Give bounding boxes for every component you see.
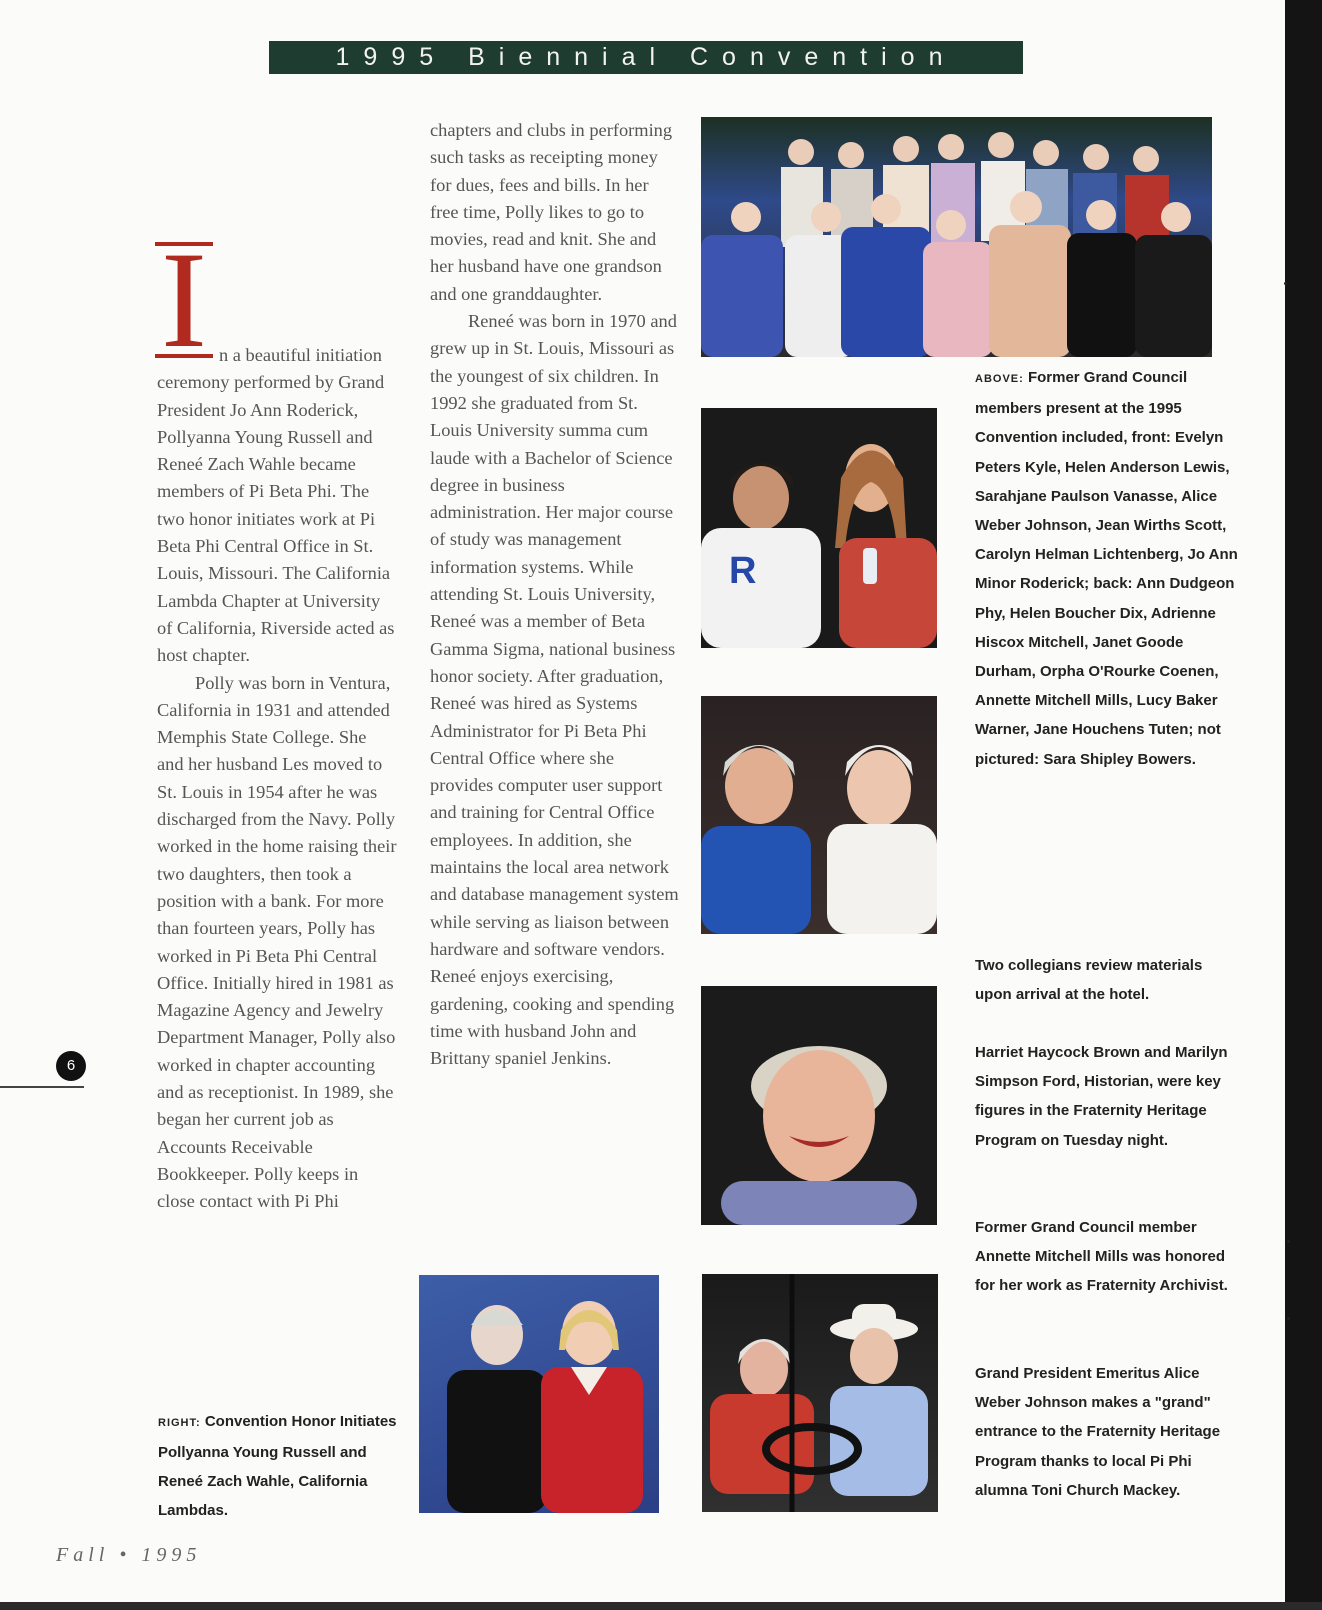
drop-cap: I xyxy=(155,242,213,358)
section-banner: 1995 Biennial Convention xyxy=(269,41,1023,74)
caption-label: ABOVE: xyxy=(975,373,1024,385)
photo-annette-image xyxy=(701,986,937,1225)
caption-annette: Former Grand Council member Annette Mitchell Mills was honored for her work as Fraternity Archivist. xyxy=(975,1219,1228,1295)
article-column-2 xyxy=(430,117,680,1072)
photo-grand-council-group xyxy=(701,117,1212,357)
article-column-1 xyxy=(157,117,397,1216)
scan-speck xyxy=(1287,1240,1290,1243)
caption-grand-council xyxy=(975,363,1240,774)
caption-alice: Grand President Emeritus Alice Weber Johnson makes a "grand" entrance to the Fraternity Heritage Program thanks to local Pi Phi alumna Toni Church Mackey. xyxy=(975,1365,1221,1499)
photo-alice-image xyxy=(702,1274,938,1512)
scan-edge xyxy=(1285,0,1322,1610)
photo-collegians xyxy=(701,408,937,648)
scan-speck xyxy=(1287,1317,1290,1320)
article-paragraph: n a beautiful initiation ceremony performed by Grand President Jo Ann Roderick, Pollyanna Young Russell and Reneé Zach Wahle became members of Pi Beta Phi. The two honor initiates work at Pi Beta Phi Central Office in St. Louis, Missouri. The California Lambda Chapter at University of California, Riverside acted as host chapter. xyxy=(157,345,395,666)
scan-edge-bottom xyxy=(0,1602,1322,1610)
photo-collegians-image xyxy=(701,408,937,648)
issue-footer: Fall • 1995 xyxy=(56,1544,202,1566)
photo-honor-initiates xyxy=(419,1275,659,1513)
svg-text:R: R xyxy=(729,550,757,592)
photo-annette-mills xyxy=(701,986,937,1225)
scan-speck xyxy=(1284,282,1287,285)
article-paragraph: Polly was born in Ventura, California in 1931 and attended Memphis State College. She and her husband Les moved to St. Louis in 1954 after he was discharged from the Navy. Polly worked in the home raising their two daughters, then took a position with a bank. For more than fourteen years, Polly has worked in Pi Beta Phi Central Office. Initially hired in 1981 as Magazine Agency and Jewelry Department Manager, Polly also worked in chapter accounting and as receptionist. In 1989, she began her current job as Accounts Receivable Bookkeeper. Polly keeps in close contact with Pi Phi xyxy=(157,672,397,1212)
photo-alice-entrance xyxy=(702,1274,938,1512)
caption-text: Former Grand Council members present at the 1995 Convention included, front: Evelyn Peters Kyle, Helen Anderson Lewis, Sarahjane Paulson Vanasse, Alice Weber Johnson, Jean Wirths Scott, Carolyn Helman Lichtenberg, Jo Ann Minor Roderick; back: Ann Dudgeon Phy, Helen Boucher Dix, Adrienne Hiscox Mitchell, Janet Goode Durham, Orpha O'Rourke Coenen, Annette Mitchell Mills, Lucy Baker Warner, Jane Houchens Tuten; not pictured: Sara Shipley Bowers. xyxy=(975,369,1238,768)
caption-label: RIGHT: xyxy=(158,1417,201,1429)
caption-honor-initiates xyxy=(158,1407,398,1525)
photo-harriet-marilyn xyxy=(701,696,937,934)
page-number-rule xyxy=(0,1086,84,1088)
page-number: 6 xyxy=(56,1051,86,1081)
photo-grand-council-image xyxy=(701,117,1212,357)
caption-text: Convention Honor Initiates Pollyanna Young Russell and Reneé Zach Wahle, California Lambdas. xyxy=(158,1413,397,1519)
article-paragraph: chapters and clubs in performing such tasks as receipting money for dues, fees and bills. In her free time, Polly likes to go to movies, read and knit. She and her husband have one grandson and one granddaughter. xyxy=(430,120,673,304)
caption-harriet-marilyn: Harriet Haycock Brown and Marilyn Simpson Ford, Historian, were key figures in the Fraternity Heritage Program on Tuesday night. xyxy=(975,1044,1228,1149)
caption-collegians: Two collegians review materials upon arrival at the hotel. xyxy=(975,957,1203,1004)
photo-harriet-marilyn-image xyxy=(701,696,937,934)
article-paragraph: Reneé was born in 1970 and grew up in St. Louis, Missouri as the youngest of six children. In 1992 she graduated from St. Louis University summa cum laude with a Bachelor of Science degree in business administration. Her major course of study was management information systems. While attending St. Louis University, Reneé was a member of Beta Gamma Sigma, national business honor society. After graduation, Reneé was hired as Systems Administrator for Pi Beta Phi Central Office where she provides computer user support and training for Central Office employees. In addition, she maintains the local area network and database management system while serving as liaison between hardware and software vendors. Reneé enjoys exercising, gardening, cooking and spending time with husband John and Brittany spaniel Jenkins. xyxy=(430,311,679,1069)
photo-honor-initiates-image xyxy=(419,1275,659,1513)
